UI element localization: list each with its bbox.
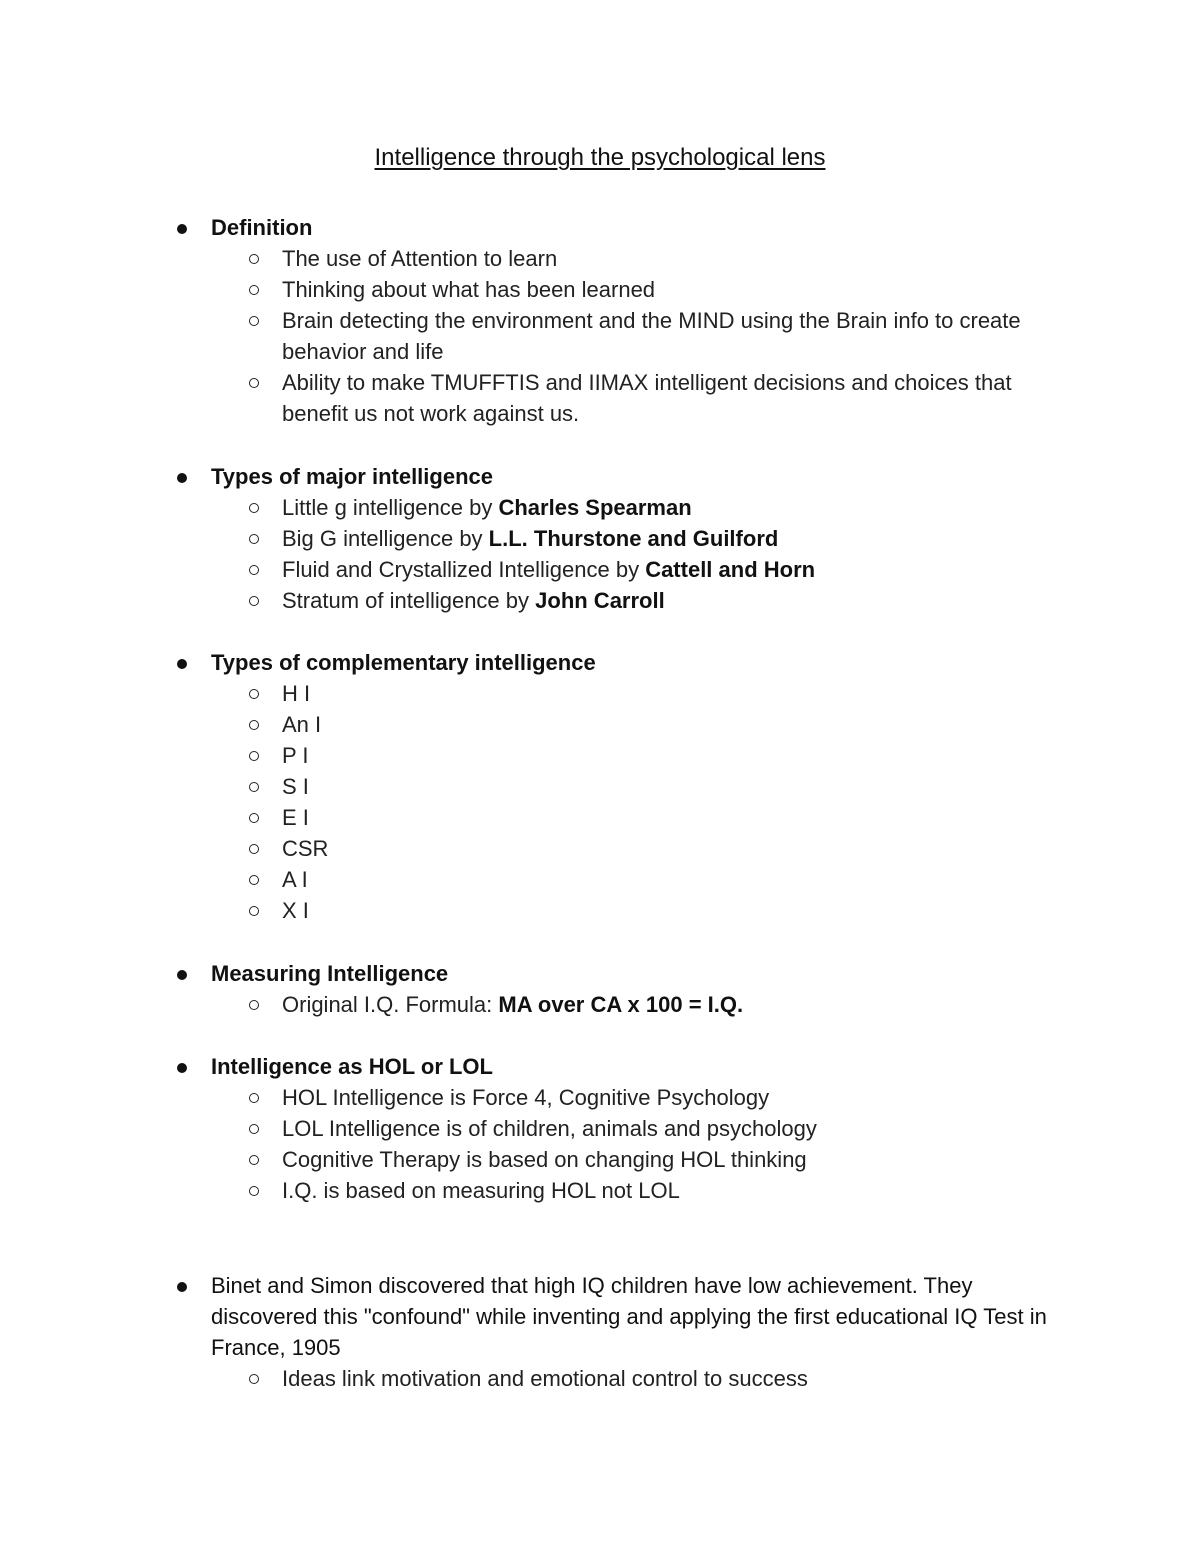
list-item <box>0 461 1200 492</box>
bullet-circle-icon <box>249 565 259 575</box>
section-measuring-intelligence <box>0 958 1200 1020</box>
item-text: A I <box>282 867 308 892</box>
bullet-circle-icon <box>249 813 259 823</box>
bullet-dot-icon <box>177 224 187 234</box>
item-author: Cattell and Horn <box>645 557 816 582</box>
page-title: Intelligence through the psychological lens <box>374 144 826 171</box>
item-author: L.L. Thurstone and Guilford <box>488 526 779 551</box>
bullet-dot-icon <box>177 659 187 669</box>
section-heading: Definition <box>211 215 313 240</box>
list-item <box>0 212 1200 243</box>
list-item <box>0 1082 1200 1113</box>
list-item <box>0 709 1200 740</box>
bullet-circle-icon <box>249 1374 259 1384</box>
bullet-circle-icon <box>249 906 259 916</box>
bullet-circle-icon <box>249 285 259 295</box>
section-definition <box>0 212 1200 429</box>
list-item <box>0 492 1200 523</box>
list-item <box>0 864 1200 895</box>
list-item <box>0 554 1200 585</box>
section-binet-simon <box>0 1270 1200 1394</box>
item-author: Charles Spearman <box>498 495 692 520</box>
list-item <box>0 1363 1200 1394</box>
section-complementary-intelligence <box>0 647 1200 926</box>
bullet-circle-icon <box>249 1124 259 1134</box>
item-text: Little g intelligence by <box>282 495 499 520</box>
bullet-dot-icon <box>177 1282 187 1292</box>
list-item <box>0 989 1200 1020</box>
item-text: S I <box>282 774 309 799</box>
item-text: LOL Intelligence is of children, animals and psychology <box>282 1116 817 1141</box>
bullet-circle-icon <box>249 720 259 730</box>
list-item <box>0 802 1200 833</box>
bullet-circle-icon <box>249 534 259 544</box>
item-text: E I <box>282 805 309 830</box>
item-text: Cognitive Therapy is based on changing HOL thinking <box>282 1147 807 1172</box>
item-text: Binet and Simon discovered that high IQ children have low achievement. They discovered this "confound" while inventing and applying the first educational IQ Test in France, 1905 <box>211 1273 1047 1360</box>
bullet-circle-icon <box>249 782 259 792</box>
list-item <box>0 305 1200 367</box>
list-item <box>0 1051 1200 1082</box>
section-heading: Types of major intelligence <box>211 464 493 489</box>
item-text: CSR <box>282 836 329 861</box>
item-text: Stratum of intelligence by <box>282 588 536 613</box>
list-item <box>0 740 1200 771</box>
item-text: Fluid and Crystallized Intelligence by <box>282 557 646 582</box>
item-text: I.Q. is based on measuring HOL not LOL <box>282 1178 680 1203</box>
item-author: John Carroll <box>535 588 665 613</box>
list-item <box>0 367 1200 429</box>
list-item <box>0 1144 1200 1175</box>
item-text: Thinking about what has been learned <box>282 277 656 302</box>
bullet-dot-icon <box>177 970 187 980</box>
item-text: Big G intelligence by <box>282 526 489 551</box>
list-item <box>0 771 1200 802</box>
item-text: Ideas link motivation and emotional control to success <box>282 1366 808 1391</box>
list-item <box>0 1270 1200 1363</box>
bullet-circle-icon <box>249 316 259 326</box>
item-text: Original I.Q. Formula: <box>282 992 499 1017</box>
item-text: Ability to make TMUFFTIS and IIMAX intelligent decisions and choices that benefit us not work against us. <box>282 370 1012 426</box>
section-major-intelligence <box>0 461 1200 616</box>
list-item <box>0 243 1200 274</box>
bullet-circle-icon <box>249 751 259 761</box>
list-item <box>0 833 1200 864</box>
list-item <box>0 647 1200 678</box>
section-heading: Measuring Intelligence <box>211 961 449 986</box>
bullet-circle-icon <box>249 689 259 699</box>
section-heading: Intelligence as HOL or LOL <box>211 1054 493 1079</box>
list-item <box>0 958 1200 989</box>
bullet-dot-icon <box>177 1063 187 1073</box>
item-text: X I <box>282 898 309 923</box>
bullet-circle-icon <box>249 254 259 264</box>
list-item <box>0 523 1200 554</box>
bullet-circle-icon <box>249 503 259 513</box>
section-heading: Types of complementary intelligence <box>211 650 596 675</box>
item-text: HOL Intelligence is Force 4, Cognitive Psychology <box>282 1085 770 1110</box>
bullet-circle-icon <box>249 596 259 606</box>
section-hol-lol <box>0 1051 1200 1206</box>
item-text: An I <box>282 712 322 737</box>
list-item <box>0 678 1200 709</box>
item-text: P I <box>282 743 309 768</box>
item-text: The use of Attention to learn <box>282 246 558 271</box>
bullet-circle-icon <box>249 378 259 388</box>
list-item <box>0 585 1200 616</box>
item-text: H I <box>282 681 311 706</box>
list-item <box>0 274 1200 305</box>
bullet-circle-icon <box>249 844 259 854</box>
list-item <box>0 895 1200 926</box>
bullet-circle-icon <box>249 1155 259 1165</box>
iq-formula: MA over CA x 100 = I.Q. <box>498 992 744 1017</box>
list-item <box>0 1113 1200 1144</box>
bullet-circle-icon <box>249 1093 259 1103</box>
bullet-dot-icon <box>177 473 187 483</box>
bullet-circle-icon <box>249 1000 259 1010</box>
bullet-circle-icon <box>249 1186 259 1196</box>
list-item <box>0 1175 1200 1206</box>
bullet-circle-icon <box>249 875 259 885</box>
item-text: Brain detecting the environment and the MIND using the Brain info to create behavior and life <box>282 308 1021 364</box>
